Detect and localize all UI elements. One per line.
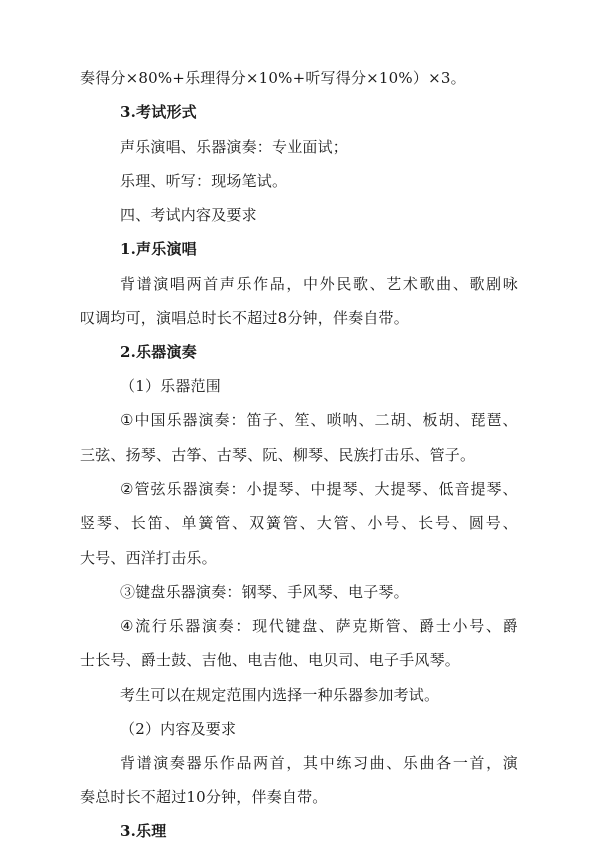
glyph: 演 <box>502 754 518 772</box>
glyph: 、 <box>164 514 180 532</box>
glyph: 一 <box>452 754 469 772</box>
subsection-heading: （2）内容及要求 <box>120 720 237 738</box>
glyph: 乐 <box>166 411 182 429</box>
glyph: 呐 <box>342 411 358 429</box>
glyph: 奏 <box>214 480 230 498</box>
glyph: 弦 <box>150 480 166 498</box>
glyph: 曲 <box>436 275 452 293</box>
glyph: 提 <box>326 480 342 498</box>
glyph: 演 <box>153 754 169 772</box>
glyph: 、 <box>350 514 366 532</box>
glyph: 演 <box>201 617 218 635</box>
glyph: 首 <box>203 275 219 293</box>
glyph: 胡 <box>438 411 454 429</box>
glyph: 、 <box>310 411 326 429</box>
glyph: 低 <box>438 480 454 498</box>
text-line <box>120 616 518 636</box>
glyph: 两 <box>186 275 202 293</box>
glyph: 双 <box>249 514 265 532</box>
glyph: 提 <box>262 480 278 498</box>
glyph: 曲 <box>369 754 385 772</box>
glyph: 板 <box>422 411 438 429</box>
glyph: 、 <box>422 480 438 498</box>
glyph: 代 <box>268 617 284 635</box>
glyph: 号 <box>469 617 485 635</box>
glyph: 二 <box>374 411 390 429</box>
glyph: 、 <box>401 514 417 532</box>
glyph: 琴 <box>96 514 113 532</box>
glyph: 、 <box>454 411 470 429</box>
subsection-heading: （1）乐器范围 <box>120 377 221 395</box>
text-line <box>120 410 518 430</box>
glyph: 簧 <box>265 514 282 532</box>
glyph: 艺 <box>386 275 402 293</box>
glyph: 乐 <box>402 754 419 772</box>
glyph: 术 <box>402 275 419 293</box>
glyph: 器 <box>182 480 198 498</box>
glyph: 竖 <box>80 514 96 532</box>
glyph: 斯 <box>369 617 385 635</box>
glyph: 、 <box>358 411 374 429</box>
glyph: 歌 <box>469 275 485 293</box>
glyph: 咏 <box>502 275 518 293</box>
glyph: 笛 <box>147 514 163 532</box>
glyph: 各 <box>436 754 452 772</box>
glyph: 、 <box>299 514 315 532</box>
glyph: 号 <box>435 514 451 532</box>
glyph: 提 <box>470 480 486 498</box>
glyph: 大 <box>374 480 390 498</box>
glyph: 练 <box>336 754 352 772</box>
glyph: 背 <box>120 754 136 772</box>
text-line: 乐理、听写：现场笔试。 <box>120 172 288 190</box>
glyph: 首 <box>469 754 485 772</box>
glyph: 流 <box>135 617 151 635</box>
glyph: 萨 <box>335 617 351 635</box>
glyph: 、 <box>502 411 518 429</box>
glyph: 、 <box>402 617 418 635</box>
glyph: 唢 <box>326 411 342 429</box>
glyph: 、 <box>113 514 130 532</box>
glyph: ② <box>120 480 134 498</box>
glyph: 乐 <box>203 754 219 772</box>
glyph: 作 <box>253 275 269 293</box>
section-heading: 2.乐器演奏 <box>120 343 197 361</box>
glyph: 键 <box>285 617 301 635</box>
glyph: ， <box>286 275 302 293</box>
glyph: 演 <box>198 411 214 429</box>
glyph: 琴 <box>278 480 294 498</box>
glyph: 号 <box>384 514 400 532</box>
glyph: 琴 <box>486 480 502 498</box>
glyph: 习 <box>352 754 369 772</box>
glyph: 奏 <box>169 754 186 772</box>
text-line: 士长号、爵士鼓、吉他、电吉他、电贝司、电子手风琴。 <box>80 651 461 669</box>
glyph: 奏 <box>218 617 234 635</box>
text-line <box>120 274 518 294</box>
glyph: 作 <box>219 754 236 772</box>
glyph: 声 <box>219 275 236 293</box>
glyph: 小 <box>246 480 262 498</box>
glyph: 、 <box>318 617 335 635</box>
glyph: 、 <box>485 617 502 635</box>
glyph: 、 <box>278 411 294 429</box>
glyph: 、 <box>406 411 422 429</box>
glyph: 号 <box>485 514 501 532</box>
glyph: 盘 <box>302 617 318 635</box>
glyph: 琴 <box>406 480 422 498</box>
text-line <box>120 753 518 773</box>
glyph: 、 <box>232 514 248 532</box>
glyph: ： <box>235 617 251 635</box>
glyph: 琶 <box>486 411 502 429</box>
glyph: 笙 <box>294 411 310 429</box>
glyph: 歌 <box>419 275 435 293</box>
glyph: 提 <box>390 480 406 498</box>
glyph: 爵 <box>419 617 435 635</box>
glyph: 管 <box>282 514 299 532</box>
text-line: ③键盘乐器演奏：钢琴、手风琴、电子琴。 <box>120 583 409 601</box>
glyph: 克 <box>352 617 368 635</box>
glyph: 、 <box>358 480 374 498</box>
glyph: ， <box>286 754 302 772</box>
glyph: ： <box>230 480 246 498</box>
glyph: 长 <box>418 514 434 532</box>
glyph: 士 <box>435 617 452 635</box>
glyph: 胡 <box>390 411 406 429</box>
glyph: 琴 <box>342 480 358 498</box>
glyph: 管 <box>333 514 349 532</box>
text-line: 奏总时长不超过10分钟，伴奏自带。 <box>80 788 328 806</box>
glyph: 圆 <box>468 514 485 532</box>
glyph: 演 <box>198 480 214 498</box>
glyph: ① <box>120 411 134 429</box>
glyph: 、 <box>502 514 518 532</box>
glyph: ④ <box>120 617 134 635</box>
glyph: 歌 <box>352 275 369 293</box>
glyph: 演 <box>153 275 169 293</box>
glyph: 奏 <box>214 411 230 429</box>
glyph: 民 <box>336 275 352 293</box>
glyph: 子 <box>262 411 278 429</box>
text-line: 考生可以在规定范围内选择一种乐器参加考试。 <box>120 686 440 704</box>
glyph: 琵 <box>470 411 486 429</box>
text-line: 大号、西洋打击乐。 <box>80 549 217 567</box>
glyph: 小 <box>367 514 383 532</box>
glyph: 行 <box>151 617 168 635</box>
glyph: 音 <box>454 480 470 498</box>
glyph: 中 <box>134 411 150 429</box>
glyph: 外 <box>319 275 335 293</box>
glyph: 乐 <box>236 275 252 293</box>
glyph: 、 <box>369 275 385 293</box>
glyph: 管 <box>215 514 231 532</box>
text-line: 三弦、扬琴、古筝、古琴、阮、柳琴、民族打击乐、管子。 <box>80 446 476 464</box>
glyph: 中 <box>319 754 335 772</box>
section-heading: 3.考试形式 <box>120 103 197 121</box>
glyph: 管 <box>134 480 150 498</box>
glyph: 乐 <box>166 480 182 498</box>
section-heading: 3.乐理 <box>120 822 167 840</box>
text-line: 奏得分×80%+乐理得分×10%+听写得分×10%）×3。 <box>80 69 466 87</box>
glyph: 簧 <box>198 514 214 532</box>
glyph: 谱 <box>136 754 152 772</box>
glyph: 品 <box>269 275 285 293</box>
glyph: 背 <box>120 275 136 293</box>
glyph: 中 <box>310 480 326 498</box>
text-line: 声乐演唱、乐器演奏：专业面试； <box>120 138 349 156</box>
glyph: 器 <box>186 754 202 772</box>
glyph: 大 <box>316 514 332 532</box>
glyph: 谱 <box>136 275 152 293</box>
glyph: 爵 <box>502 617 518 635</box>
text-line: 叹调均可，演唱总时长不超过8分钟，伴奏自带。 <box>80 309 409 327</box>
glyph: 现 <box>252 617 268 635</box>
glyph: 长 <box>130 514 146 532</box>
glyph: 两 <box>253 754 269 772</box>
glyph: 管 <box>385 617 401 635</box>
glyph: 器 <box>182 411 198 429</box>
glyph: 、 <box>386 754 402 772</box>
section-heading: 1.声乐演唱 <box>120 240 197 258</box>
glyph: ： <box>230 411 246 429</box>
text-line <box>120 479 518 499</box>
glyph: 曲 <box>419 754 435 772</box>
glyph: 、 <box>294 480 310 498</box>
glyph: 其 <box>303 754 319 772</box>
chapter-heading: 四、考试内容及要求 <box>120 206 257 224</box>
glyph: 唱 <box>169 275 186 293</box>
glyph: 中 <box>303 275 319 293</box>
text-line <box>80 513 518 533</box>
glyph: 笛 <box>246 411 262 429</box>
glyph: 单 <box>181 514 197 532</box>
glyph: 国 <box>150 411 166 429</box>
glyph: 器 <box>185 617 201 635</box>
glyph: 、 <box>452 275 469 293</box>
glyph: 小 <box>452 617 468 635</box>
glyph: 品 <box>236 754 252 772</box>
glyph: 、 <box>451 514 468 532</box>
glyph: ， <box>486 754 502 772</box>
glyph: 乐 <box>168 617 184 635</box>
glyph: 首 <box>269 754 285 772</box>
glyph: 、 <box>502 480 518 498</box>
glyph: 剧 <box>486 275 502 293</box>
